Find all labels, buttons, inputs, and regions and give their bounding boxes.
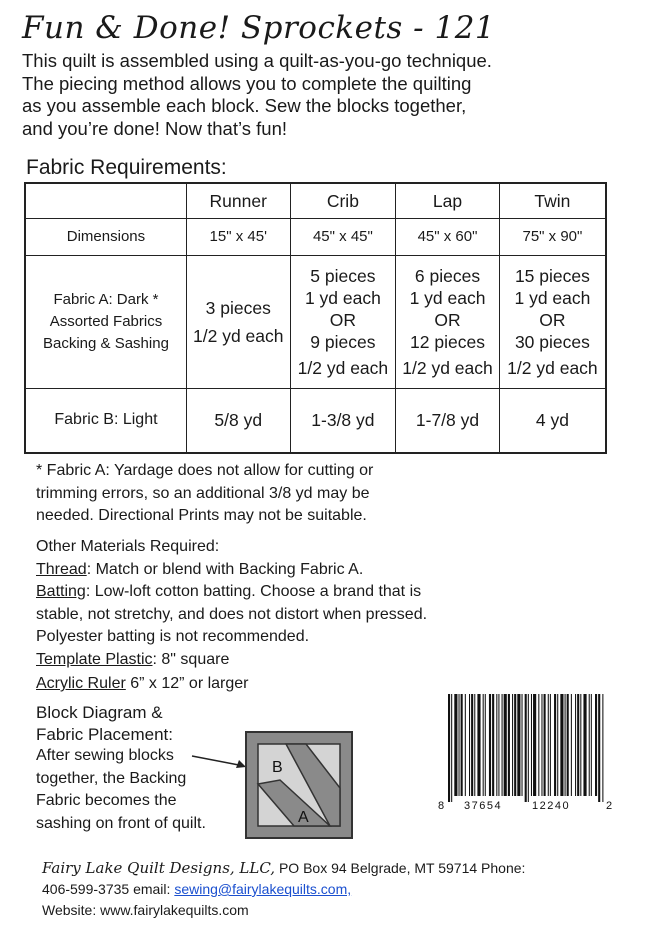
company-name: Fairy Lake Quilt Designs, LLC, xyxy=(42,859,276,877)
ruler-text: 6” x 12” or larger xyxy=(125,675,249,692)
fabric-a-runner xyxy=(186,255,290,388)
barcode-bar xyxy=(580,694,581,796)
barcode-bar xyxy=(485,694,486,796)
thread-label: Thread xyxy=(36,560,87,578)
block-diagram-text xyxy=(36,745,206,835)
table-row-fabric-b xyxy=(25,388,606,453)
barcode-bar xyxy=(496,694,497,796)
barcode-bar xyxy=(498,694,499,796)
column-header-lap: Lap xyxy=(396,183,500,218)
batting-line-2: stable, not stretchy, and does not distort when pressed. xyxy=(36,605,428,623)
barcode-bar xyxy=(465,694,466,796)
intro-line: This quilt is assembled using a quilt-as-you-go technique. xyxy=(22,50,492,71)
barcode-bar xyxy=(477,694,480,796)
block-diagram-heading-line: Block Diagram & xyxy=(36,703,163,722)
template-line xyxy=(36,649,506,672)
barcode-bar xyxy=(502,694,503,796)
barcode-right-digit: 2 xyxy=(606,800,613,812)
barcode-bar xyxy=(471,694,473,796)
block-diagram-text-line: sashing on front of quilt. xyxy=(36,814,206,832)
barcode-bar xyxy=(591,694,592,796)
barcode-bar xyxy=(554,694,556,796)
note-line: needed. Directional Prints may not be suitable. xyxy=(36,507,367,524)
block-diagram-heading-line: Fabric Placement: xyxy=(36,725,173,744)
barcode-bar xyxy=(544,694,546,796)
barcode-group-2: 12240 xyxy=(532,800,571,812)
fabric-a-twin xyxy=(499,255,606,388)
barcode-bar xyxy=(461,694,463,796)
barcode-bar xyxy=(550,694,551,796)
cell-line: 15 pieces xyxy=(514,265,590,286)
diagram-pointer-arrow xyxy=(192,756,244,766)
column-header-twin: Twin xyxy=(499,183,606,218)
fabric-b-crib: 1-3/8 yd xyxy=(290,388,396,453)
block-diagram-text-line: After sewing blocks xyxy=(36,747,174,764)
barcode-left-digit: 8 xyxy=(438,800,445,812)
barcode xyxy=(436,690,614,816)
barcode-bar xyxy=(508,694,510,796)
intro-line: as you assemble each block. Sew the blocks together, xyxy=(22,95,467,116)
footer xyxy=(42,858,525,921)
footer-website: Website: www.fairylakequilts.com xyxy=(42,902,249,918)
barcode-bar xyxy=(589,694,590,796)
footer-line-2 xyxy=(42,879,525,900)
dimensions-lap: 45" x 60" xyxy=(396,218,500,255)
barcode-bar xyxy=(504,694,507,796)
table-header-row xyxy=(25,183,606,218)
batting-line-3: Polyester batting is not recommended. xyxy=(36,628,310,645)
barcode-bar xyxy=(538,694,539,796)
intro-paragraph xyxy=(22,50,622,140)
barcode-bar xyxy=(565,694,566,796)
cell-line: 3 pieces xyxy=(205,297,271,318)
cell-line: OR xyxy=(329,309,357,330)
barcode-bars xyxy=(448,694,603,802)
cell-line: 12 pieces xyxy=(410,331,485,352)
fabric-a-note xyxy=(36,460,466,528)
page-title: Fun & Done! Sprockets - 121 xyxy=(22,10,496,46)
cell-line: 30 pieces xyxy=(514,331,590,352)
row-label-fabric-b: Fabric B: Light xyxy=(25,388,186,453)
row-label-dimensions: Dimensions xyxy=(25,218,186,255)
barcode-bar xyxy=(575,694,576,796)
barcode-bar xyxy=(512,694,513,796)
fabric-a-crib xyxy=(290,255,396,388)
dimensions-crib: 45" x 45" xyxy=(290,218,396,255)
barcode-bar xyxy=(459,694,460,796)
barcode-bar xyxy=(528,694,529,802)
cell-line: 1/2 yd each xyxy=(297,357,389,378)
barcode-bar xyxy=(598,694,600,802)
note-line: trimming errors, so an additional 3/8 yd may be xyxy=(36,484,370,502)
barcode-bar xyxy=(454,694,457,796)
barcode-bar xyxy=(560,694,563,796)
block-diagram-text-line: together, the Backing xyxy=(36,769,187,787)
batting-text: : Low-loft cotton batting. Choose a brand that is xyxy=(85,583,422,600)
block-diagram xyxy=(190,730,376,842)
barcode-bar xyxy=(469,694,470,796)
fabric-a-label-line: Assorted Fabrics xyxy=(49,312,163,330)
column-header-crib: Crib xyxy=(290,183,396,218)
barcode-bar xyxy=(522,694,523,796)
barcode-bar xyxy=(517,694,520,796)
label-a: A xyxy=(298,809,309,826)
footer-address: PO Box 94 Belgrade, MT 59714 Phone: xyxy=(275,860,526,876)
barcode-bar xyxy=(557,694,558,796)
cell-line: 1 yd each xyxy=(304,287,381,308)
intro-line: The piecing method allows you to complete the quilting xyxy=(22,72,472,94)
barcode-bar xyxy=(541,694,542,796)
column-header-runner: Runner xyxy=(186,183,290,218)
fabric-b-runner: 5/8 yd xyxy=(186,388,290,453)
barcode-bar xyxy=(474,694,475,796)
thread-line xyxy=(36,559,506,582)
barcode-bar xyxy=(492,694,494,796)
fabric-a-lap xyxy=(396,255,500,388)
cell-line: 1 yd each xyxy=(409,287,486,308)
arrowhead-icon xyxy=(236,760,246,768)
barcode-bar xyxy=(451,694,452,802)
note-line: * Fabric A: Yardage does not allow for cutting or xyxy=(36,462,374,479)
template-text: : 8" square xyxy=(152,650,230,668)
cell-line: OR xyxy=(539,309,566,330)
barcode-bar xyxy=(531,694,532,796)
block-diagram-heading xyxy=(36,702,173,746)
footer-line-1 xyxy=(42,858,525,879)
email-link[interactable]: sewing@fairylakequilts.com, xyxy=(174,881,352,897)
table-corner-cell xyxy=(25,183,186,218)
barcode-bar xyxy=(533,694,536,796)
barcode-bar xyxy=(602,694,603,802)
barcode-bar xyxy=(489,694,491,796)
fabric-b-twin: 4 yd xyxy=(499,388,606,453)
barcode-bar xyxy=(583,694,586,796)
fabric-a-label-line: Fabric A: Dark * xyxy=(53,290,159,308)
fabric-a-label-line: Backing & Sashing xyxy=(43,334,169,352)
barcode-bar xyxy=(571,694,572,796)
barcode-bar xyxy=(483,694,484,796)
barcode-bar xyxy=(567,694,569,796)
barcode-bar xyxy=(525,694,527,802)
batting-label: Batting xyxy=(36,583,86,600)
barcode-group-1: 37654 xyxy=(464,800,503,812)
barcode-bar xyxy=(577,694,579,796)
footer-phone: 406-599-3735 email: xyxy=(42,881,175,897)
row-label-fabric-a xyxy=(25,255,186,388)
fabric-requirements-heading: Fabric Requirements: xyxy=(26,156,227,179)
intro-line: and you’re done! Now that’s fun! xyxy=(22,117,287,139)
batting-line xyxy=(36,581,506,604)
barcode-bar xyxy=(595,694,597,796)
label-b: B xyxy=(272,759,283,776)
cell-line: 1 yd each xyxy=(514,287,591,308)
block-diagram-text-line: Fabric becomes the xyxy=(36,792,177,809)
table-row-fabric-a xyxy=(25,255,606,388)
barcode-bar xyxy=(514,694,516,796)
other-materials xyxy=(36,536,506,696)
cell-line: OR xyxy=(434,309,461,330)
ruler-label: Acrylic Ruler xyxy=(36,675,126,692)
cell-line: 1/2 yd each xyxy=(193,325,284,346)
cell-line: 6 pieces xyxy=(414,265,481,286)
materials-heading: Other Materials Required: xyxy=(36,538,220,555)
cell-line: 9 pieces xyxy=(310,331,376,352)
cell-line: 5 pieces xyxy=(310,265,376,286)
barcode-bar xyxy=(448,694,450,802)
table-row-dimensions xyxy=(25,218,606,255)
dimensions-runner: 15" x 45' xyxy=(186,218,290,255)
cell-line: 1/2 yd each xyxy=(507,357,598,378)
template-label: Template Plastic xyxy=(36,650,153,668)
fabric-b-lap: 1-7/8 yd xyxy=(396,388,500,453)
fabric-requirements-table xyxy=(24,182,607,454)
thread-text: : Match or blend with Backing Fabric A. xyxy=(86,560,364,578)
barcode-bar xyxy=(548,694,549,796)
cell-line: 1/2 yd each xyxy=(402,357,493,378)
dimensions-twin: 75" x 90" xyxy=(499,218,606,255)
